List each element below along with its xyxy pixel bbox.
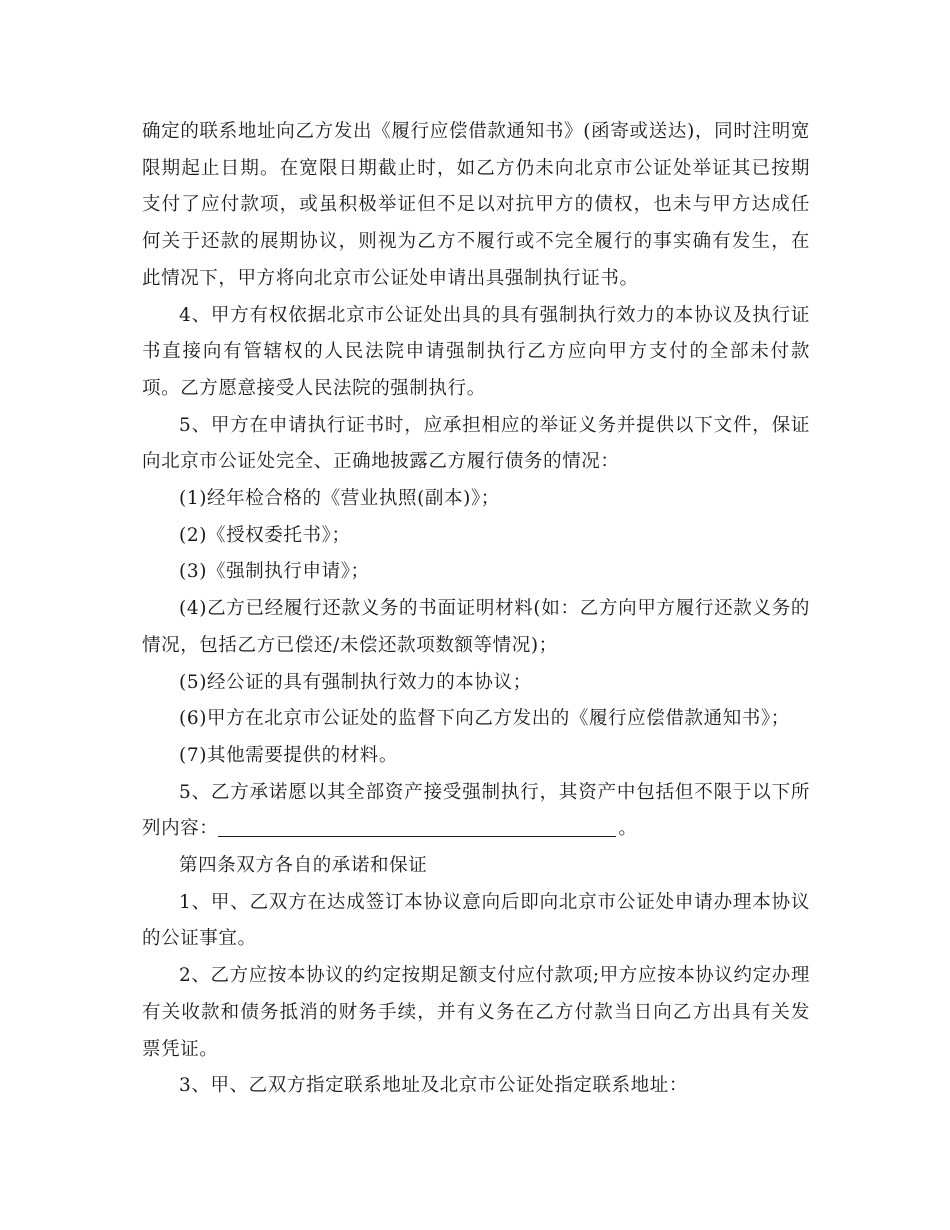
list-item-notarized-agreement: (5)经公证的具有强制执行效力的本协议； [179,671,532,693]
paragraph-clause-5-documents: 5、甲方在申请执行证书时，应承担相应的举证义务并提供以下文件，保证向北京市公证处完全、正确地披露乙方履行债务的情况： [142,414,810,473]
paragraph-article-4-clause-1: 1、甲、乙双方在达成签订本协议意向后即向北京市公证处申请办理本协议的公证事宜。 [142,891,810,950]
list-item-business-license: (1)经年检合格的《营业执照(副本)》； [179,488,500,510]
list-item-other-materials: (7)其他需要提供的材料。 [179,744,399,766]
paragraph-article-4-clause-3: 3、甲、乙双方指定联系地址及北京市公证处指定联系地址： [179,1075,688,1097]
document-body [142,114,810,1105]
list-item-repayment-notice: (6)甲方在北京市公证处的监督下向乙方发出的《履行应偿借款通知书》； [179,708,790,730]
paragraph-notice-continuation: 确定的联系地址向乙方发出《履行应偿借款通知书》(函寄或送达)，同时注明宽限期起止日期。在宽限日期截止时，如乙方仍未向北京市公证处举证其已按期支付了应付款项，或虽积极举证但不足以对抗甲方的债权，也未与甲方达成任何关于还款的展期协议，则视为乙方不履行或不完全履行的事实确有发生，在此情况下，甲方将向北京市公证处申请出具强制执行证书。 [142,121,810,289]
section-heading-article-4: 第四条双方各自的承诺和保证 [179,855,428,877]
list-item-repayment-proof: (4)乙方已经履行还款义务的书面证明材料(如：乙方向甲方履行还款义务的情况，包括乙方已偿还/未偿还款项数额等情况)； [142,598,810,656]
paragraph-assets-commitment [142,775,810,848]
paragraph-clause-4-enforcement: 4、甲方有权依据北京市公证处出具的具有强制执行效力的本协议及执行证书直接向有管辖权的人民法院申请强制执行乙方应向甲方支付的全部未付款项。乙方愿意接受人民法院的强制执行。 [142,304,810,399]
assets-commitment-text: 5、乙方承诺愿以其全部资产接受强制执行，其资产中包括但不限于以下所列内容： [142,781,810,840]
list-item-power-of-attorney: (2)《授权委托书》； [179,524,351,546]
paragraph-article-4-clause-2: 2、乙方应按本协议的约定按期足额支付应付款项;甲方应按本协议约定办理有关收款和债务抵消的财务手续，并有义务在乙方付款当日向乙方出具有关发票凭证。 [142,965,810,1060]
list-item-enforcement-application: (3)《强制执行申请》； [179,561,370,583]
assets-end-punctuation: 。 [618,818,638,840]
assets-fill-in-blank [218,835,616,837]
